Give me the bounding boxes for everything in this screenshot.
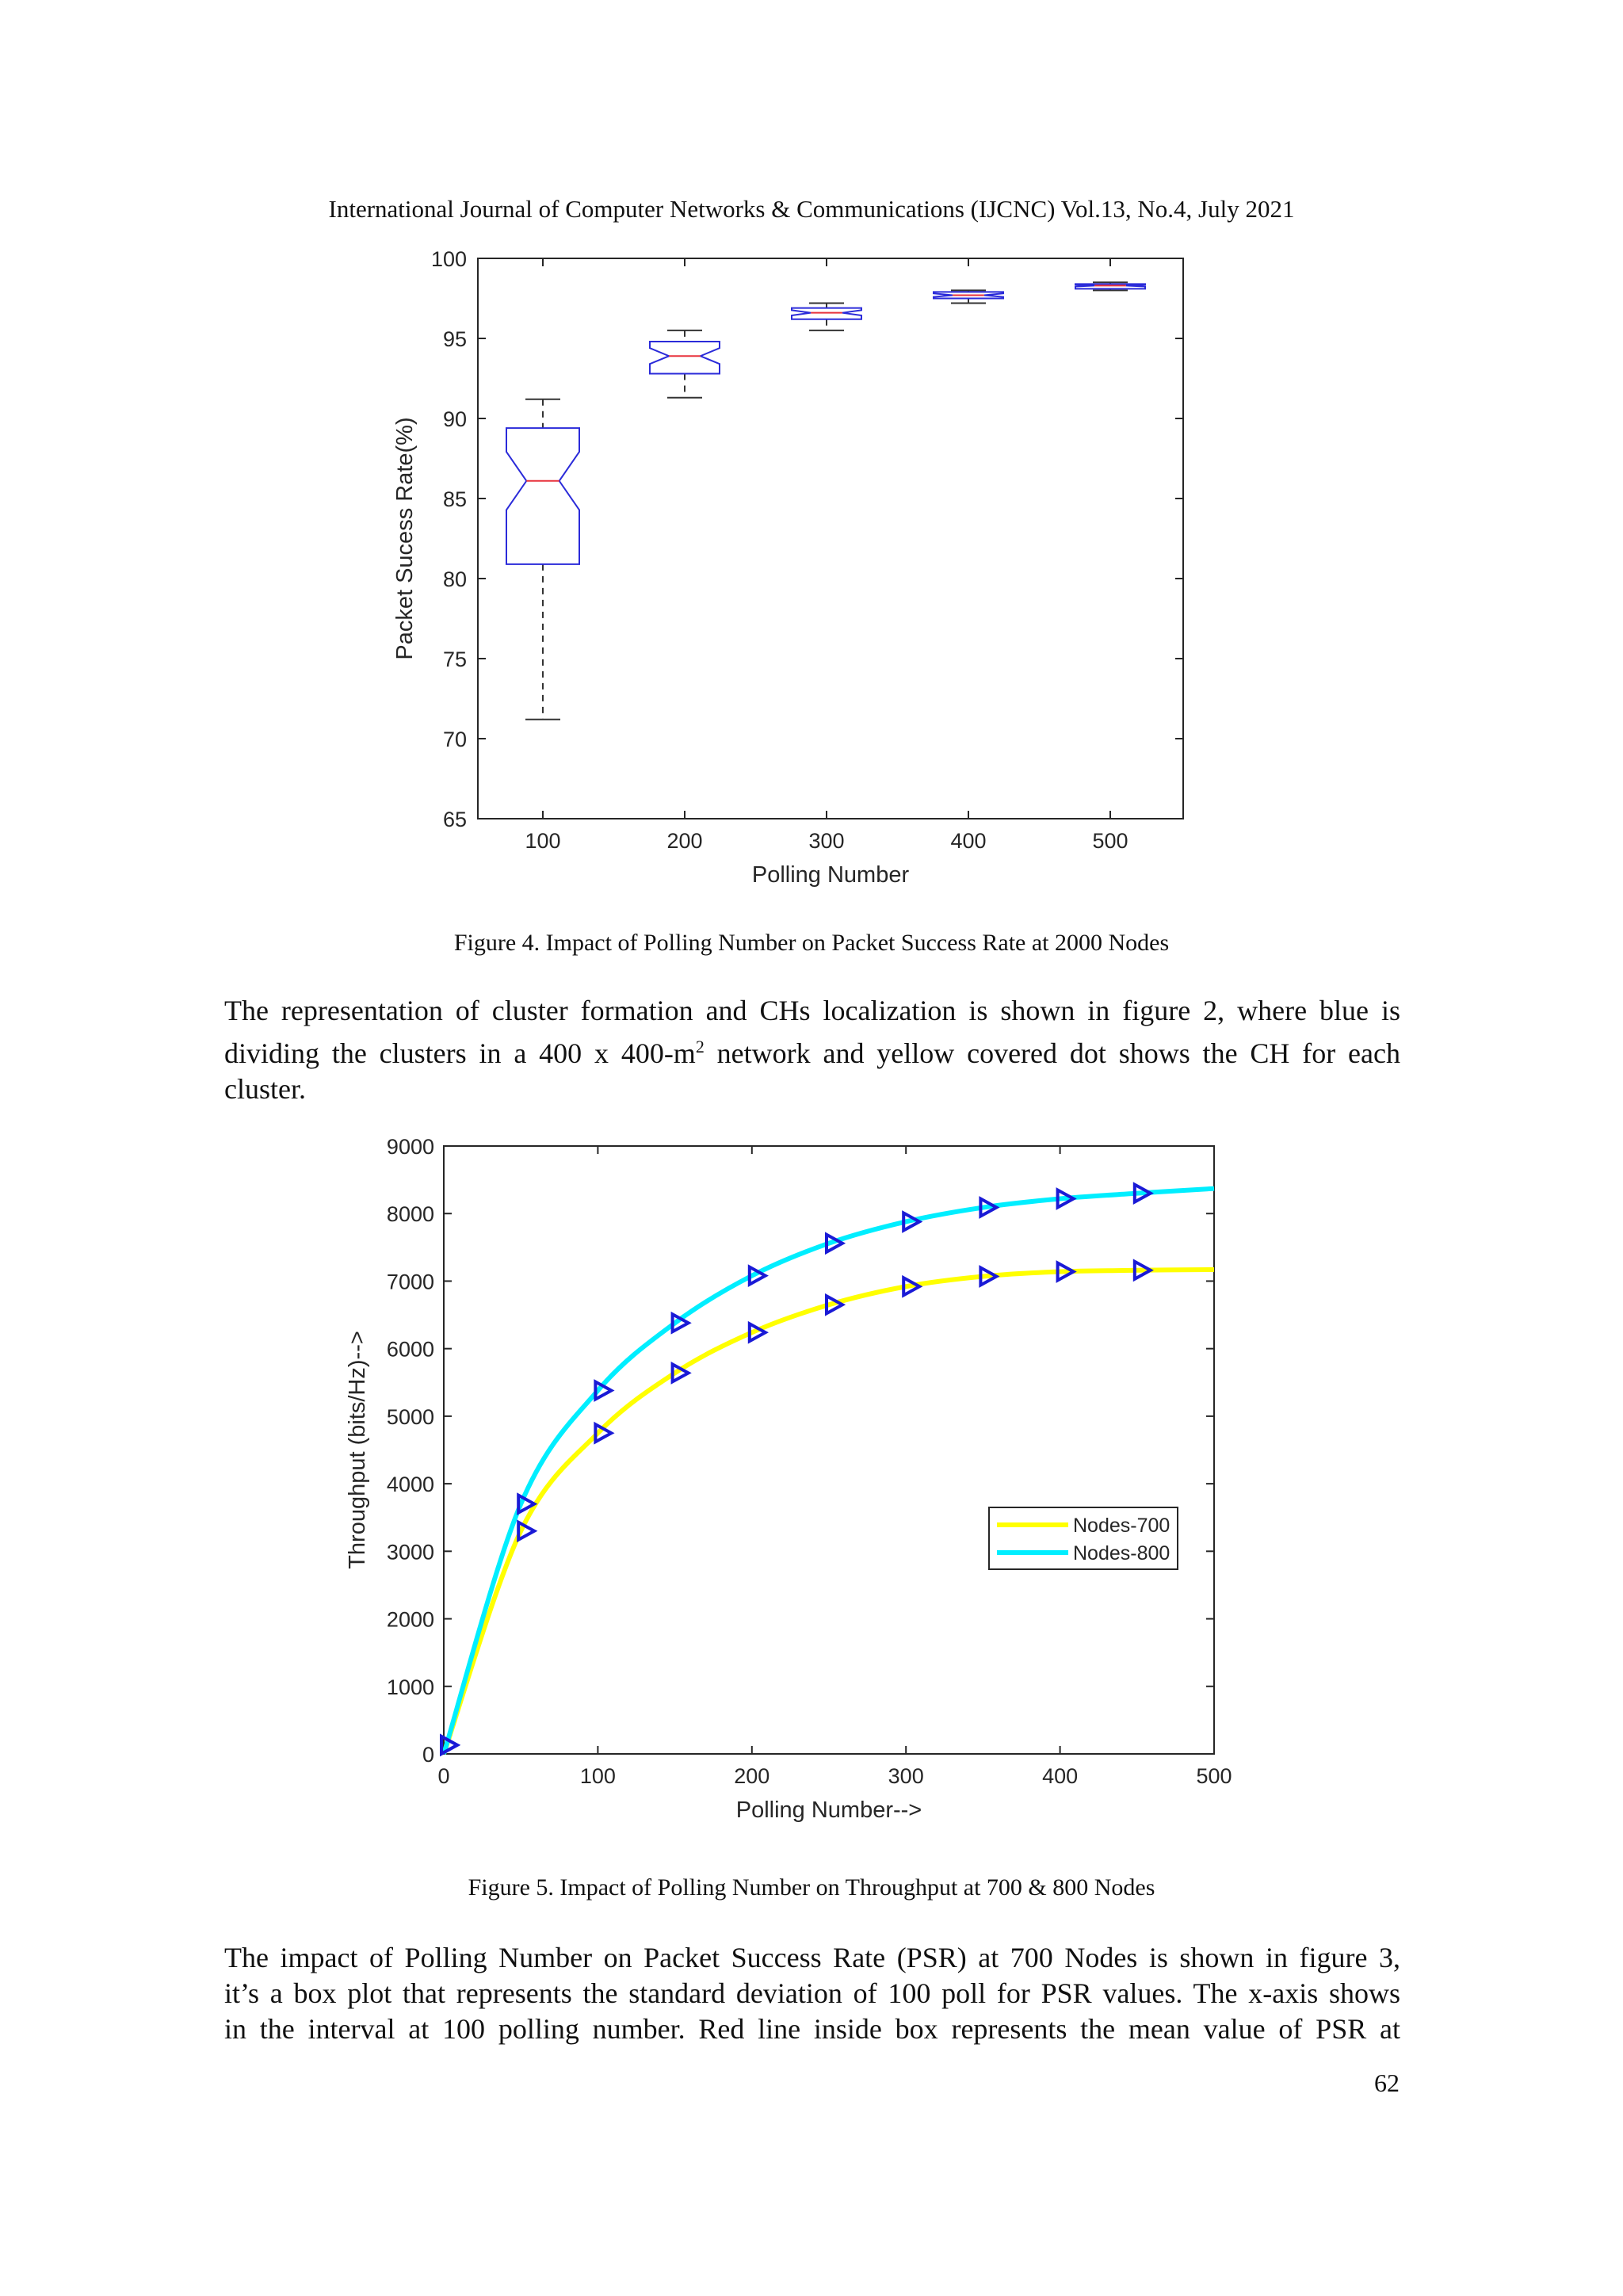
y-tick-label: 5000 — [386, 1404, 434, 1429]
y-tick-label: 0 — [422, 1743, 434, 1767]
paragraph-line: it’s a box plot that represents the standard deviation of 100 poll for PSR values. The x-axis shows — [224, 1977, 1400, 2009]
paragraph-cluster-formation — [224, 993, 1400, 1107]
x-tick-label: 400 — [1042, 1764, 1079, 1788]
y-tick-label: 100 — [430, 247, 467, 271]
plot-area — [478, 258, 1183, 819]
x-tick-label: 200 — [666, 829, 703, 853]
y-tick-label: 6000 — [386, 1337, 434, 1362]
box — [506, 428, 579, 564]
legend — [989, 1507, 1178, 1569]
y-tick-label: 75 — [442, 648, 467, 671]
figure-4-box-plot — [0, 0, 1623, 911]
legend-label: Nodes-800 — [1073, 1542, 1170, 1564]
x-tick-label: 100 — [525, 829, 561, 853]
x-axis-label: Polling Number--> — [735, 1797, 922, 1823]
y-axis-label: Packet Sucess Rate(%) — [392, 417, 418, 660]
paragraph-line: The representation of cluster formation and CHs localization is shown in figure 2, where blue is — [224, 995, 1400, 1026]
x-tick-label: 0 — [437, 1764, 450, 1788]
box — [1075, 284, 1145, 288]
x-tick-label: 500 — [1196, 1764, 1232, 1788]
y-tick-label: 3000 — [386, 1540, 434, 1564]
y-axis-label: Throughput (bits/Hz)--> — [345, 1331, 370, 1569]
y-tick-label: 90 — [442, 407, 467, 431]
legend-label: Nodes-700 — [1073, 1515, 1170, 1537]
paragraph-line: The impact of Polling Number on Packet Success Rate (PSR) at 700 Nodes is shown in figure 3, — [224, 1942, 1400, 1973]
x-axis-label: Polling Number — [751, 862, 910, 888]
y-tick-label: 95 — [442, 327, 467, 351]
x-tick-label: 200 — [734, 1764, 770, 1788]
y-tick-label: 9000 — [386, 1135, 434, 1159]
y-tick-label: 7000 — [386, 1270, 434, 1294]
x-tick-label: 300 — [808, 829, 845, 853]
y-tick-label: 80 — [442, 567, 467, 591]
y-tick-label: 70 — [442, 728, 467, 751]
x-tick-label: 400 — [950, 829, 987, 853]
journal-header: International Journal of Computer Networks & Communications (IJCNC) Vol.13, No.4, July 2021 — [328, 195, 1295, 223]
box — [792, 308, 861, 319]
y-tick-label: 85 — [442, 487, 467, 511]
x-tick-label: 300 — [888, 1764, 924, 1788]
y-tick-label: 8000 — [386, 1202, 434, 1227]
paragraph-line: dividing the clusters in a 400 x $400-m^2$ network and yellow covered dot shows the CH for each — [224, 1037, 1400, 1069]
figure-4-caption: Figure 4. Impact of Polling Number on Packet Success Rate at 2000 Nodes — [453, 930, 1170, 956]
paragraph-line: in the interval at 100 polling number. Red line inside box represents the mean value of PSR at — [224, 2013, 1400, 2045]
page-number: 62 — [1374, 2069, 1400, 2097]
y-tick-label: 65 — [442, 808, 467, 831]
paragraph-psr-boxplot — [224, 1940, 1400, 2047]
x-tick-label: 100 — [579, 1764, 616, 1788]
y-tick-label: 2000 — [386, 1607, 434, 1632]
y-tick-label: 1000 — [386, 1675, 434, 1699]
y-tick-label: 4000 — [386, 1473, 434, 1497]
paragraph-line: cluster. — [224, 1073, 306, 1105]
figure-5-line-chart — [0, 1094, 1623, 1847]
figure-5-caption: Figure 5. Impact of Polling Number on Throughput at 700 & 800 Nodes — [468, 1874, 1155, 1901]
x-tick-label: 500 — [1092, 829, 1128, 853]
